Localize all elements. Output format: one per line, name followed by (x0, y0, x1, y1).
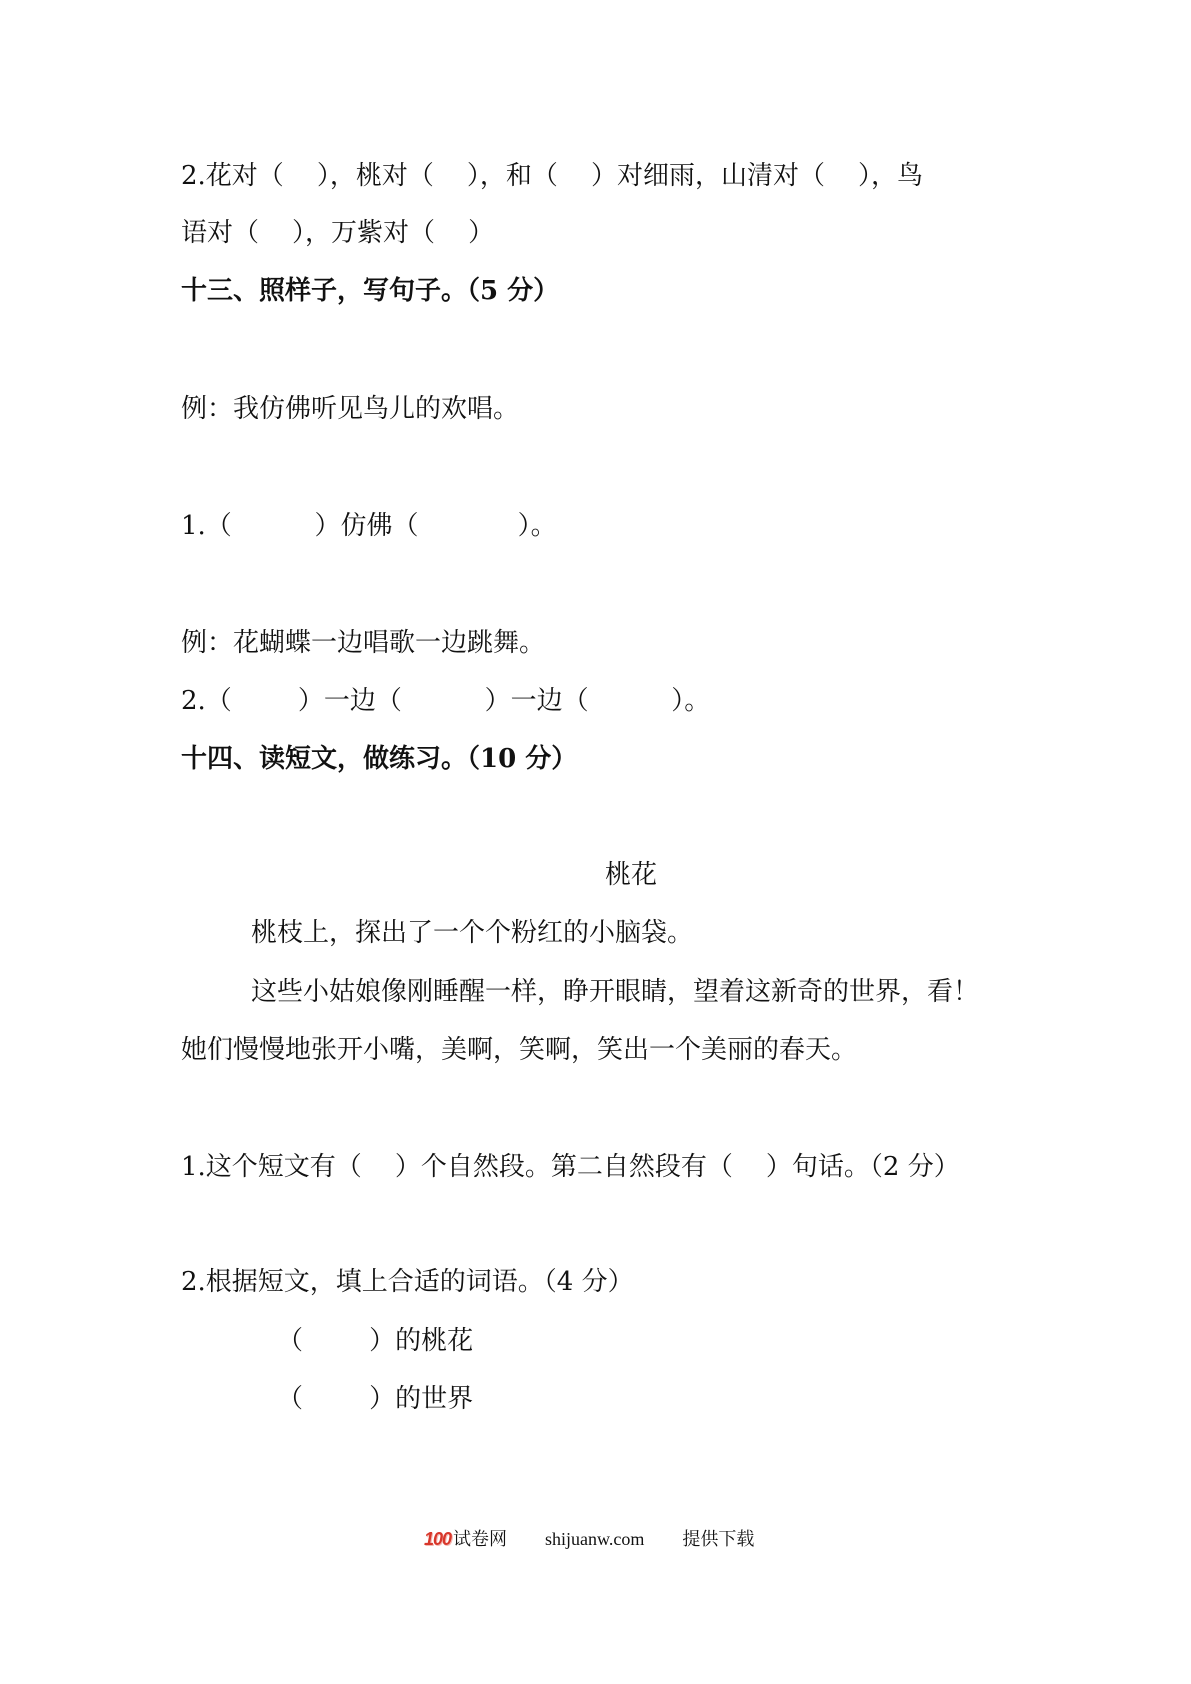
question-2: 2.根据短文，填上合适的词语。（4 分） (181, 1267, 634, 1297)
question-1: 1.这个短文有（ ）个自然段。第二自然段有（ ）句话。（2 分） (181, 1152, 960, 1182)
couplet-question-line-1: 2.花对（ ），桃对（ ），和（ ）对细雨，山清对（ ），鸟 (181, 161, 924, 191)
download-note: 提供下载 (682, 1529, 755, 1549)
question-2-blank-1: （ ）的桃花 (277, 1326, 474, 1356)
fill-sentence-1: 1.（ ）仿佛（ ）。 (181, 511, 557, 541)
fill-sentence-2: 2.（ ）一边（ ）一边（ ）。 (181, 686, 711, 716)
passage-paragraph-2-line-2: 她们慢慢地张开小嘴，美啊，笑啊，笑出一个美丽的春天。 (181, 1035, 858, 1065)
site-name: 试卷网 (453, 1529, 508, 1549)
site-logo: 100 (424, 1529, 452, 1549)
example-sentence-1: 例：我仿佛听见鸟儿的欢唱。 (181, 394, 520, 424)
passage-paragraph-2-line-1: 这些小姑娘像刚睡醒一样，睁开眼睛，望着这新奇的世界，看！ (251, 977, 980, 1007)
example-sentence-2: 例：花蝴蝶一边唱歌一边跳舞。 (181, 628, 546, 658)
section-13-heading: 十三、照样子，写句子。（5 分） (181, 276, 560, 306)
site-domain: shijuanw.com (545, 1529, 645, 1549)
passage-title: 桃花 (604, 860, 657, 890)
passage-paragraph-1: 桃枝上，探出了一个个粉红的小脑袋。 (251, 918, 694, 948)
page-footer (424, 1525, 754, 1551)
couplet-question-line-2: 语对（ ），万紫对（ ） (181, 218, 495, 248)
question-2-blank-2: （ ）的世界 (277, 1384, 474, 1414)
section-14-heading: 十四、读短文，做练习。（10 分） (181, 744, 578, 774)
